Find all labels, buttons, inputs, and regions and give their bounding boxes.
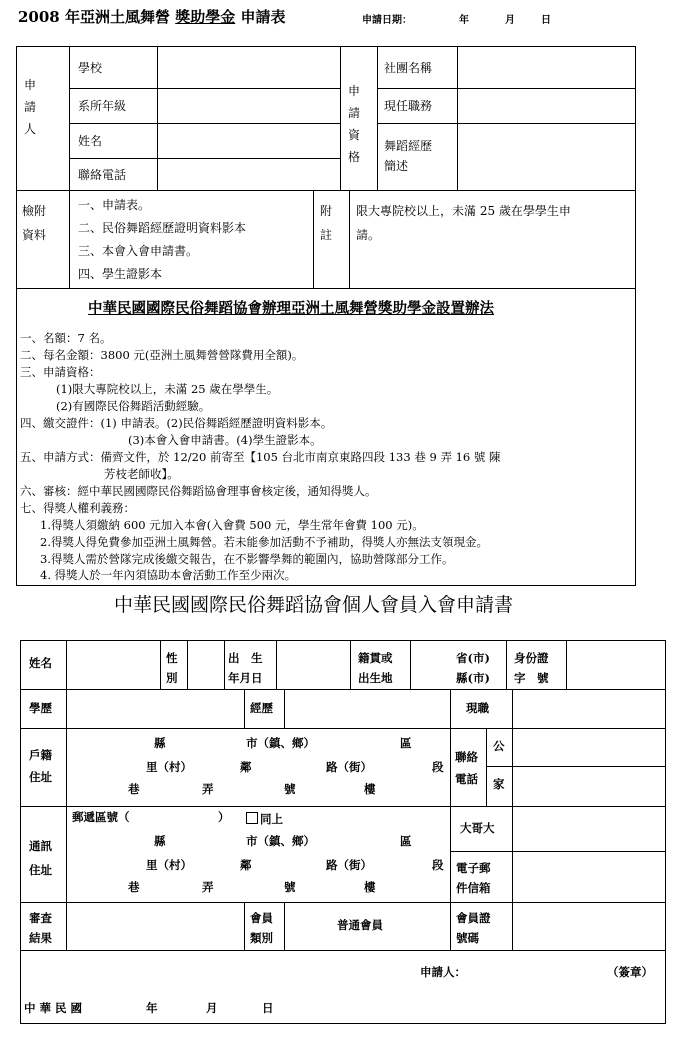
phone-home-input[interactable] [514,768,664,804]
addr-district: 區 [400,736,412,750]
field-label-department: 系所年級 [78,99,127,113]
mobile-label: 大哥大 [460,821,495,835]
same-as-above [246,812,283,826]
position-input[interactable] [459,90,634,121]
field-label-dance-experience: 舞蹈經歷 簡述 [384,139,433,173]
rule-line: 二、每名金額：3800 元(亞洲土風舞營營隊費用全額)。 [20,348,304,362]
field-label-position: 現任職務 [384,99,433,113]
qualification-group-label: 申 請 資 格 [348,84,361,164]
addr-lane: 巷 [128,782,140,796]
attachments-label: 檢附 資料 [22,204,47,242]
experience-label: 經歷 [250,701,273,715]
review-result-label: 審查 結果 [29,911,52,945]
addr-section: 段 [432,760,444,774]
addr-district: 區 [400,834,412,848]
rule-line: 4. 得獎人於一年內須協助本會活動工作至少兩次。 [40,568,297,582]
date-month: 月 [505,15,515,26]
rule-line: 3.得獎人需於營隊完成後繳交報告，在不影響學舞的範圍內，協助營隊部分工作。 [40,552,454,566]
rule-line: 七、得獎人權利義務： [20,501,135,515]
addr-city: 市（鎮、鄉） [246,834,315,848]
addr-road: 路（街） [326,858,372,872]
attachment-item: 一、申請表。 [78,198,151,212]
field-label-name: 姓名 [78,134,103,148]
seal-label: （簽章） [607,965,653,979]
addr-village: 里（村） [146,858,192,872]
member-type-value: 普通會員 [337,918,383,932]
experience-input[interactable] [286,691,448,726]
addr-city: 市（鎮、鄉） [246,736,315,750]
rule-line: 芳枝老師收】。 [104,467,179,481]
addr-alley: 弄 [202,880,214,894]
dance-experience-input[interactable] [459,125,634,188]
department-input[interactable] [159,90,338,121]
name-input[interactable] [159,125,338,156]
sign-day-label: 日 [262,1001,274,1015]
field-label-club: 社團名稱 [384,61,433,75]
member-number-input[interactable] [514,904,664,948]
member-birth-input[interactable] [278,642,348,687]
member-origin-input[interactable] [412,642,452,687]
title-prefix: 2008 年亞洲土風舞營 [18,8,170,26]
roc-date-label: 中 華 民 國 [24,1001,83,1015]
title-underlined: 獎助學金 [175,8,236,26]
member-name-label: 姓名 [29,656,52,670]
mailing-address-input[interactable] [68,808,448,900]
membership-form-title: 中華民國國際民俗舞蹈協會個人會員入會申請書 [114,594,514,616]
signature-area[interactable] [486,960,602,988]
addr-number: 號 [284,782,296,796]
phone-input[interactable] [159,160,338,188]
phone-office-label: 公 [493,739,505,753]
mailing-address-label: 通訊 住址 [29,839,52,877]
attachment-item: 三、本會入會申請書。 [78,244,199,258]
school-input[interactable] [159,48,338,86]
applicant-signature-label: 申請人： [420,965,466,979]
attachment-item: 二、民俗舞蹈經歷證明資料影本 [78,221,247,235]
addr-section: 段 [432,858,444,872]
email-input[interactable] [514,853,664,900]
member-type-label: 會員 類別 [250,911,273,945]
rule-line: 四、繳交證件：(1) 申請表。(2)民俗舞蹈經歷證明資料影本。 [20,416,333,430]
form-title [18,10,285,25]
member-id-input[interactable] [568,642,664,687]
addr-county: 縣 [154,736,166,750]
rule-line: 一、名額：7 名。 [20,331,112,345]
rule-line: 2.得獎人得免費參加亞洲土風舞營。若未能參加活動不予補助，得獎人亦無法支領現金。 [40,535,488,549]
addr-floor: 樓 [364,880,376,894]
rule-line: 五、申請方式：備齊文件，於 12/20 前寄至【105 台北市南京東路四段 133 巷 9 弄 16 號 陳 [20,450,501,464]
addr-neighbor: 鄰 [240,760,252,774]
addr-floor: 樓 [364,782,376,796]
job-input[interactable] [514,691,664,726]
education-label: 學歷 [29,701,52,715]
note-label: 附 註 [320,204,333,242]
member-gender-input[interactable] [189,642,222,687]
phone-office-input[interactable] [514,730,664,764]
addr-lane: 巷 [128,880,140,894]
note-text: 限大專院校以上，未滿 25 歲在學學生申 請。 [356,204,571,242]
phone-home-label: 家 [493,777,505,791]
member-id-label: 身份證 字 號 [514,651,549,685]
rule-line: 三、申請資格： [20,365,101,379]
mobile-input[interactable] [514,808,664,849]
postal-code-close: ） [218,810,230,824]
member-origin-label: 籍貫或 出生地 [358,651,393,685]
attachment-item: 四、學生證影本 [78,267,163,281]
member-gender-label: 性 別 [166,651,178,685]
addr-neighbor: 鄰 [240,858,252,872]
applicant-group-label: 申 請 人 [24,78,37,136]
email-label: 電子郵 件信箱 [456,861,491,895]
rule-line: 1.得獎人須繳納 600 元加入本會(入會費 500 元，學生常年會費 100 元)。 [40,518,424,532]
member-birth-label: 出 生 年月日 [228,651,263,685]
title-suffix: 申請表 [240,8,286,26]
club-input[interactable] [459,48,634,86]
rule-line: 六、審核：經中華民國國際民俗舞蹈協會理事會核定後，通知得獎人。 [20,484,377,498]
sign-year-label: 年 [146,1001,158,1015]
addr-number: 號 [284,880,296,894]
postal-code-label: 郵遞區號（ [72,810,130,824]
education-input[interactable] [68,691,242,726]
field-label-phone: 聯絡電話 [78,168,127,182]
member-province-label: 省(市) 縣(市) [456,651,490,685]
contact-phone-label: 聯絡 電話 [455,750,478,786]
rules-title: 中華民國國際民俗舞蹈協會辦理亞洲土風舞營獎助學金設置辦法 [88,300,494,317]
addr-county: 縣 [154,834,166,848]
date-label: 申請日期： [362,15,412,26]
rule-line: (2)有國際民俗舞蹈活動經驗。 [56,399,211,413]
date-year: 年 [459,15,469,26]
household-address-label: 戶籍 住址 [29,748,52,784]
field-label-school: 學校 [78,61,103,75]
review-result-input[interactable] [68,904,242,948]
job-label: 現職 [466,701,489,715]
same-as-above-checkbox[interactable] [246,812,258,824]
rule-line: (1)限大專院校以上，未滿 25 歲在學學生。 [56,382,279,396]
rule-line: (3)本會入會申請書。(4)學生證影本。 [128,433,322,447]
addr-village: 里（村） [146,760,192,774]
member-name-input[interactable] [68,642,158,687]
addr-alley: 弄 [202,782,214,796]
date-day: 日 [541,15,551,26]
addr-road: 路（街） [326,760,372,774]
same-as-above-label: 同上 [260,812,283,826]
sign-month-label: 月 [206,1001,218,1015]
household-address-input[interactable] [68,730,448,804]
member-number-label: 會員證 號碼 [456,911,491,945]
